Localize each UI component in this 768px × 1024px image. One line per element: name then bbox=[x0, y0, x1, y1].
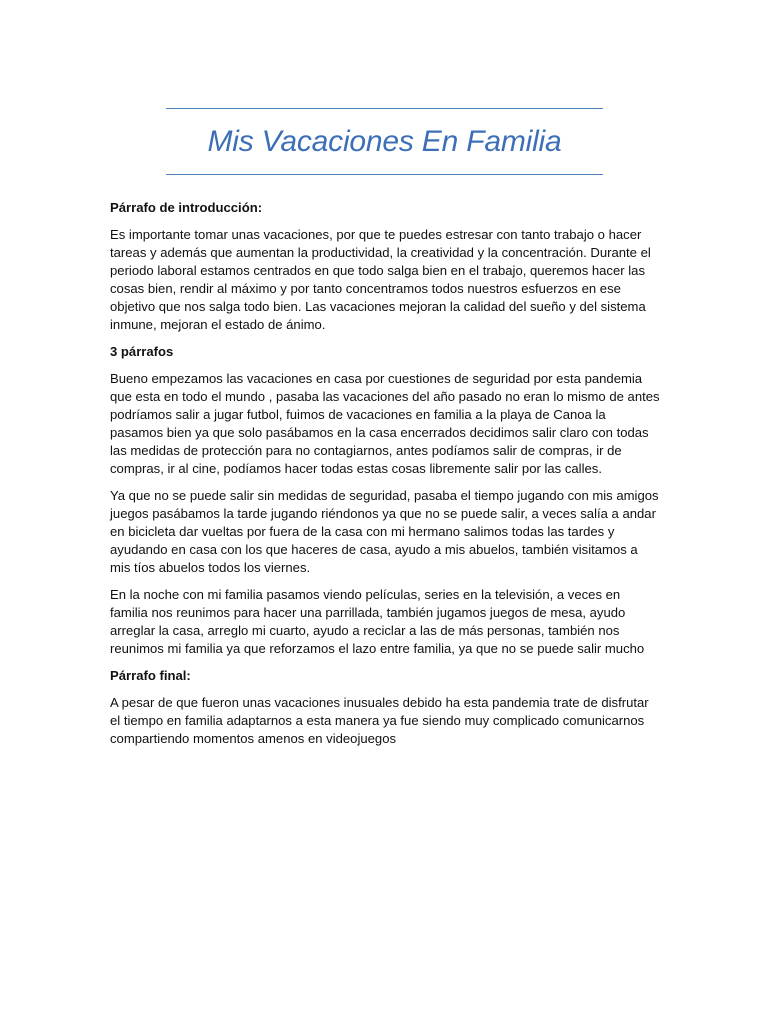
body-paragraph-1: Bueno empezamos las vacaciones en casa por cuestiones de seguridad por esta pandemia que esta en todo el mundo , pasaba las vacaciones del año pasado no eran lo mismo de antes podríamos salir a jugar futbol, fuimos de vacaciones en familia a la playa de Canoa la pasamos bien ya que solo pasábamos en la casa encerrados decidimos salir claro con todas las medidas de protección para no contagiarnos, antes podíamos salir de compras, ir de compras, ir al cine, podíamos hacer todas estas cosas libremente salir por las calles. bbox=[110, 371, 660, 476]
body-paragraph-3: En la noche con mi familia pasamos viendo películas, series en la televisión, a veces en familia nos reunimos para hacer una parrillada, también jugamos juegos de mesa, ayudo arreglar la casa, arreglo mi cuarto, ayudo a reciclar a las de más personas, también nos reunimos mi familia ya que reforzamos el lazo entre familia, ya que no se puede salir mucho bbox=[110, 587, 645, 656]
intro-paragraph: Es importante tomar unas vacaciones, por que te puedes estresar con tanto trabajo o hacer tareas y además que aumentan la productividad, la creatividad y la concentración. Durante el periodo laboral estamos centrados en que todo salga bien en el trabajo, queremos hacer las cosas bien, rendir al máximo y por tanto concentramos todos nuestros esfuerzos en ese objetivo que nos salga todo bien. Las vacaciones mejoran la calidad del sueño y del sistema inmune, mejoran el estado de ánimo. bbox=[110, 227, 651, 332]
intro-heading: Párrafo de introducción: bbox=[110, 200, 263, 215]
body-heading: 3 párrafos bbox=[110, 344, 174, 359]
title-top-rule bbox=[166, 108, 603, 109]
title-bottom-rule bbox=[166, 174, 603, 175]
body-paragraph-2: Ya que no se puede salir sin medidas de seguridad, pasaba el tiempo jugando con mis amigos juegos pasábamos la tarde jugando riéndonos ya que no se puede salir, a veces salía a andar en bicicleta dar vueltas por fuera de la casa con mi hermano salimos todas las tardes y ayudando en casa con los que haceres de casa, ayudo a mis abuelos, también visitamos a mis tíos abuelos todos los viernes. bbox=[110, 488, 659, 575]
document-body bbox=[110, 199, 660, 757]
document-title: Mis Vacaciones En Familia bbox=[207, 125, 562, 158]
final-heading: Párrafo final: bbox=[110, 668, 191, 683]
final-paragraph: A pesar de que fueron unas vacaciones inusuales debido ha esta pandemia trate de disfrutar el tiempo en familia adaptarnos a esta manera ya fue siendo muy complicado comunicarnos compartiendo momentos amenos en videojuegos bbox=[110, 695, 649, 746]
